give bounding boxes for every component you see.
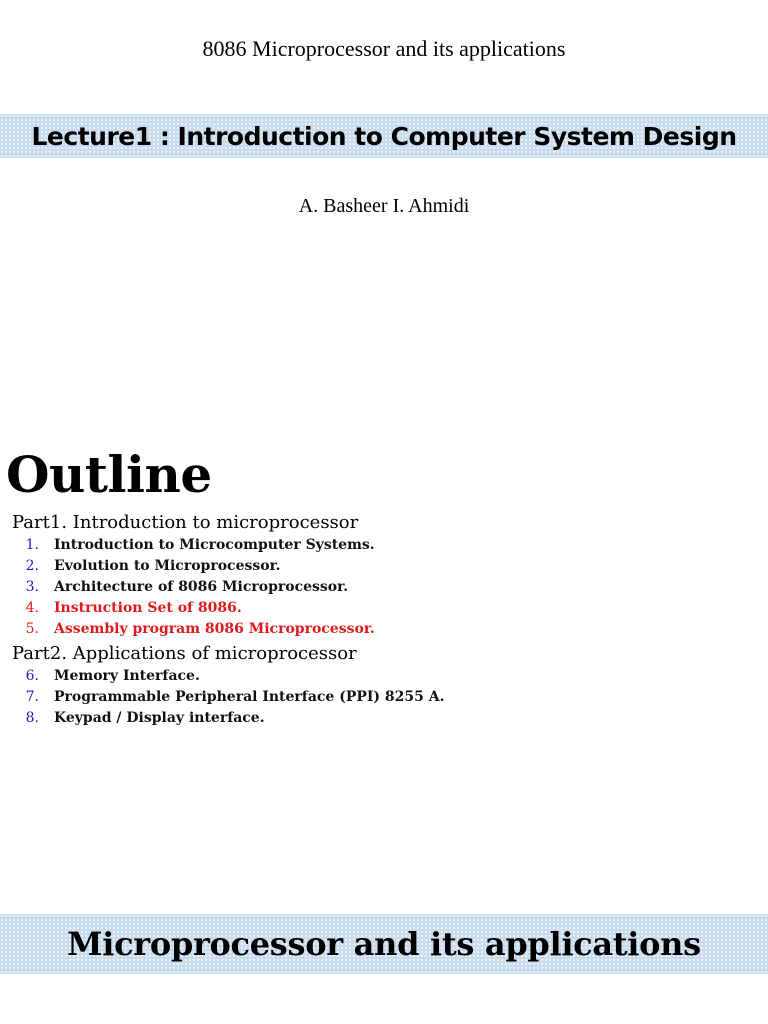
author-name: A. Basheer I. Ahmidi	[298, 195, 470, 217]
item-text: Memory Interface.	[54, 668, 200, 684]
lecture-title: Lecture1 : Introduction to Computer System Design	[31, 121, 737, 151]
list-item-highlighted	[12, 619, 752, 640]
footer-banner	[0, 914, 768, 974]
item-text: Introduction to Microcomputer Systems.	[54, 537, 375, 553]
item-number: 5.	[25, 621, 39, 637]
item-number: 2.	[25, 558, 39, 574]
list-item	[12, 666, 752, 687]
list-item	[12, 577, 752, 598]
outline-heading: Outline	[6, 445, 212, 504]
item-text: Architecture of 8086 Microprocessor.	[54, 579, 349, 595]
document-title: 8086 Microprocessor and its applications	[202, 36, 566, 61]
list-item-highlighted	[12, 598, 752, 619]
lecture-banner	[0, 114, 768, 158]
list-item	[12, 556, 752, 577]
item-text: Programmable Peripheral Interface (PPI) 8255 A.	[54, 689, 445, 705]
outline-section	[12, 511, 752, 731]
footer-title: Microprocessor and its applications	[67, 925, 701, 963]
part2-heading: Part2. Applications of microprocessor	[12, 643, 357, 664]
part1-list	[12, 535, 752, 640]
part2-list	[12, 666, 752, 729]
item-number: 3.	[25, 579, 39, 595]
item-number: 1.	[25, 537, 39, 553]
item-number: 4.	[25, 600, 39, 616]
item-text: Assembly program 8086 Microprocessor.	[54, 621, 375, 637]
list-item	[12, 687, 752, 708]
item-text: Instruction Set of 8086.	[54, 600, 242, 616]
part1-heading: Part1. Introduction to microprocessor	[12, 512, 359, 533]
list-item	[12, 535, 752, 556]
item-number: 7.	[25, 689, 39, 705]
item-text: Keypad / Display interface.	[54, 710, 265, 726]
list-item	[12, 708, 752, 729]
item-number: 6.	[25, 668, 39, 684]
item-number: 8.	[25, 710, 39, 726]
item-text: Evolution to Microprocessor.	[54, 558, 281, 574]
